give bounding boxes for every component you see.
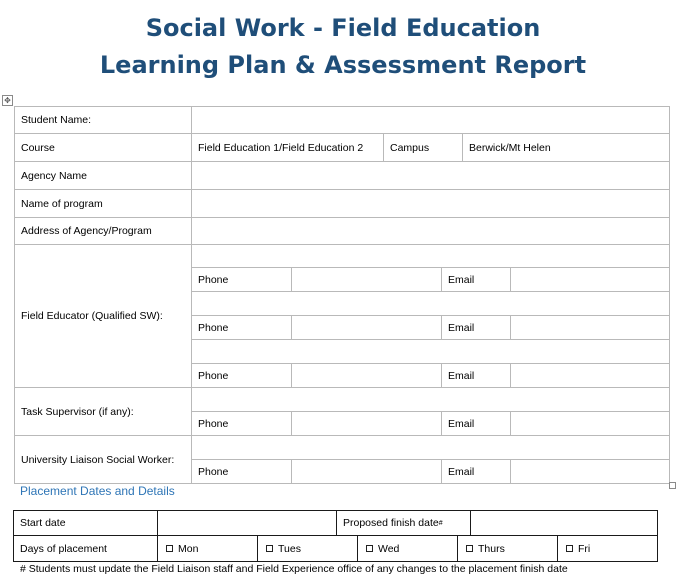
field-educator-email-label-2: Email [448,321,475,334]
course-label: Course [21,141,55,154]
liaison-name-field[interactable] [192,436,669,459]
proposed-finish-date-label [337,511,470,535]
address-field[interactable] [192,218,669,244]
day-label-thurs: Thurs [478,542,505,555]
liaison-phone-label: Phone [198,465,229,478]
field-educator-email-field-3[interactable] [511,364,669,387]
task-supervisor-email-field[interactable] [511,412,669,435]
checkbox-icon[interactable] [466,545,473,552]
day-label-mon: Mon [178,542,199,555]
program-name-field[interactable] [192,190,669,217]
field-educator-phone-field-1[interactable] [292,268,441,291]
program-name-label: Name of program [21,197,103,210]
checkbox-icon[interactable] [166,545,173,552]
placement-section-title: Placement Dates and Details [20,484,175,498]
liaison-email-field[interactable] [511,460,669,483]
day-checkbox-wed[interactable] [358,536,457,561]
task-supervisor-name-field[interactable] [192,388,669,411]
table-move-handle-icon[interactable]: ✥ [2,95,13,106]
start-date-label: Start date [20,517,66,529]
day-checkbox-mon[interactable] [158,536,257,561]
field-educator-name-field-2[interactable] [192,292,669,315]
footnote: # Students must update the Field Liaison staff and Field Experience office of any changes to the placement finish date [20,563,568,575]
field-educator-phone-label-2: Phone [198,321,229,334]
field-educator-email-field-1[interactable] [511,268,669,291]
agency-name-field[interactable] [192,162,669,189]
field-educator-email-field-2[interactable] [511,316,669,339]
campus-value[interactable]: Berwick/Mt Helen [469,141,551,154]
field-educator-name-field-3[interactable] [192,340,669,363]
field-educator-label: Field Educator (Qualified SW): [21,310,163,322]
task-supervisor-phone-label: Phone [198,417,229,430]
field-educator-name-field-1[interactable] [192,245,669,267]
days-of-placement-label: Days of placement [20,542,107,555]
checkbox-icon[interactable] [566,545,573,552]
footnote-marker: # [438,519,443,527]
day-label-fri: Fri [578,542,591,555]
document-title-line2: Learning Plan & Assessment Report [99,51,587,79]
student-name-label: Student Name: [21,114,92,126]
task-supervisor-phone-field[interactable] [292,412,441,435]
campus-label: Campus [390,141,430,154]
course-value[interactable]: Field Education 1/Field Education 2 [198,141,364,154]
liaison-phone-field[interactable] [292,460,441,483]
document-title-line1: Social Work - Field Education [145,14,541,42]
field-educator-phone-label-3: Phone [198,369,229,382]
field-educator-phone-field-3[interactable] [292,364,441,387]
task-supervisor-label: Task Supervisor (if any): [21,405,134,418]
day-checkbox-fri[interactable] [558,536,657,561]
field-educator-phone-label-1: Phone [198,273,229,286]
day-checkbox-tues[interactable] [258,536,357,561]
address-label: Address of Agency/Program [21,225,152,237]
day-label-wed: Wed [378,542,400,555]
checkbox-icon[interactable] [266,545,273,552]
day-checkbox-thurs[interactable] [458,536,557,561]
table-resize-handle-icon[interactable] [669,482,676,489]
field-educator-phone-field-2[interactable] [292,316,441,339]
field-educator-email-label-1: Email [448,273,475,286]
checkbox-icon[interactable] [366,545,373,552]
task-supervisor-email-label: Email [448,417,475,430]
proposed-finish-date-text: Proposed finish date [343,517,439,529]
field-educator-email-label-3: Email [448,369,475,382]
liaison-email-label: Email [448,465,475,478]
liaison-social-worker-label: University Liaison Social Worker: [21,453,175,466]
proposed-finish-date-field[interactable] [471,511,657,535]
agency-name-label: Agency Name [21,169,87,182]
student-name-field[interactable] [192,107,669,133]
day-label-tues: Tues [278,542,301,555]
start-date-field[interactable] [158,511,336,535]
